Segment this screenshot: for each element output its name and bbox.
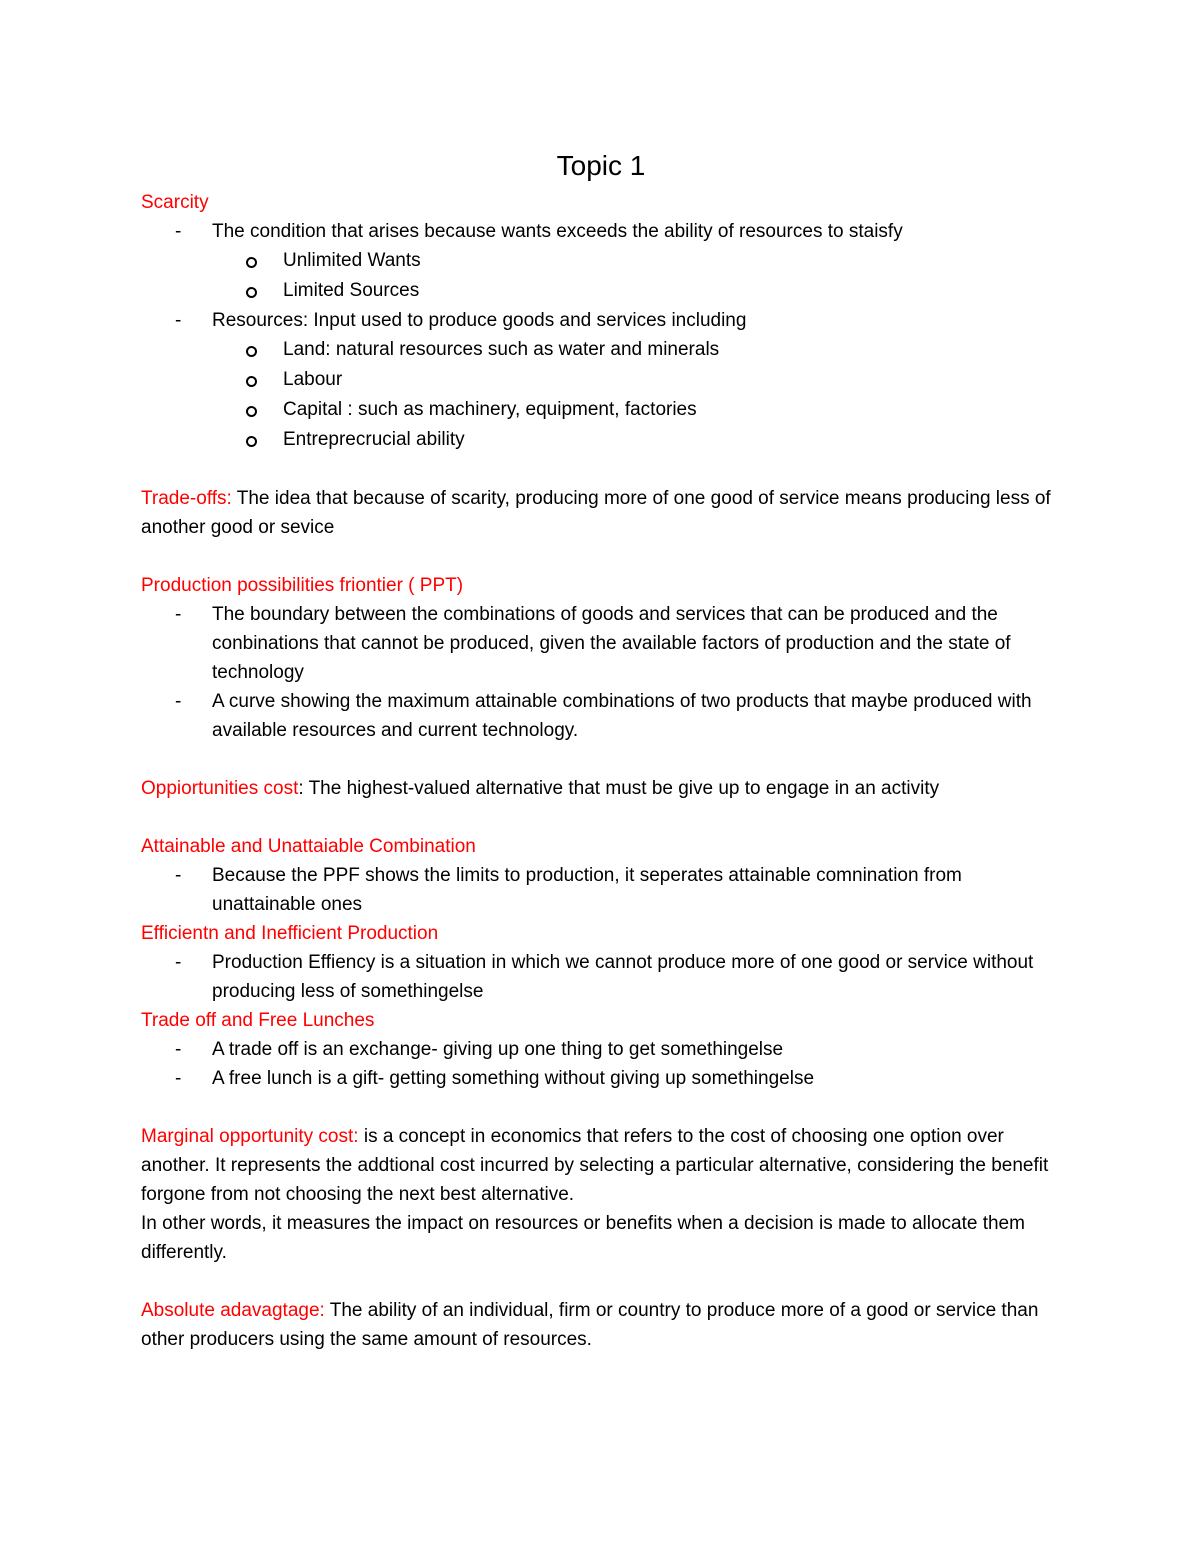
heading-ppf: Production possibilities friontier ( PPT)	[141, 575, 464, 596]
paragraph-marginal-continued: In other words, it measures the impact on resources or benefits when a decision is made to allocate them differently.	[141, 1213, 1025, 1263]
definition-opportunity-cost: : The highest-valued alternative that must be give up to engage in an activity	[298, 778, 940, 799]
term-opportunity-cost: Oppiortunities cost	[141, 778, 299, 799]
circle-bullet-icon	[246, 406, 257, 417]
list-item	[141, 1064, 1061, 1093]
list-item-text: A trade off is an exchange- giving up one thing to get somethingelse	[212, 1039, 784, 1060]
scarcity-sublist-1	[212, 246, 1061, 306]
sub-list-item-text: Labour	[283, 369, 343, 390]
list-item	[141, 861, 1061, 919]
definition-absolute-advantage: The ability of an individual, firm or country to produce more of a good or service than other producers using the same amount of resources.	[141, 1300, 1039, 1350]
paragraph-tradeoffs	[141, 484, 1061, 542]
list-item-text: Production Effiency is a situation in which we cannot produce more of one good or service without producing less of somethingelse	[212, 952, 1034, 1002]
spacer	[141, 1267, 1061, 1296]
spacer	[141, 745, 1061, 774]
sub-list-item	[212, 425, 1061, 455]
list-item	[141, 687, 1061, 745]
sub-list-item-text: Unlimited Wants	[283, 250, 421, 271]
circle-bullet-icon	[246, 257, 257, 268]
sub-list-item-text: Limited Sources	[283, 280, 420, 301]
dash-bullet: -	[175, 952, 182, 973]
dash-bullet: -	[175, 604, 182, 625]
attainable-list	[141, 861, 1061, 919]
efficient-list	[141, 948, 1061, 1006]
dash-bullet: -	[175, 310, 182, 331]
spacer	[141, 1093, 1061, 1122]
dash-bullet: -	[175, 1039, 182, 1060]
circle-bullet-icon	[246, 346, 257, 357]
list-item-text: Because the PPF shows the limits to production, it seperates attainable comnination from unattainable ones	[212, 865, 962, 915]
heading-efficient: Efficientn and Inefficient Production	[141, 923, 439, 944]
sub-list-item	[212, 365, 1061, 395]
list-item	[141, 600, 1061, 687]
spacer	[141, 803, 1061, 832]
sub-list-item-text: Entreprecrucial ability	[283, 429, 465, 450]
circle-bullet-icon	[246, 376, 257, 387]
list-item-text: A curve showing the maximum attainable combinations of two products that maybe produced with available resources and current technology.	[212, 691, 1032, 741]
page-title: Topic 1	[556, 150, 646, 181]
term-tradeoffs: Trade-offs:	[141, 488, 232, 509]
list-item	[141, 217, 1061, 306]
sub-list-item	[212, 246, 1061, 276]
dash-bullet: -	[175, 691, 182, 712]
circle-bullet-icon	[246, 436, 257, 447]
list-item-text: A free lunch is a gift- getting something without giving up somethingelse	[212, 1068, 815, 1089]
dash-bullet: -	[175, 865, 182, 886]
term-marginal-opportunity-cost: Marginal opportunity cost:	[141, 1126, 359, 1147]
dash-bullet: -	[175, 221, 182, 242]
list-item	[141, 1035, 1061, 1064]
list-item-text: The boundary between the combinations of goods and services that can be produced and the conbinations that cannot be produced, given the available factors of production and the state of technology	[212, 604, 1011, 683]
paragraph-opportunity-cost	[141, 774, 1061, 803]
list-item	[141, 948, 1061, 1006]
heading-free-lunches: Trade off and Free Lunches	[141, 1010, 375, 1031]
list-item-text: Resources: Input used to produce goods and services including	[212, 310, 747, 331]
sub-list-item	[212, 335, 1061, 365]
paragraph-marginal-opportunity-cost	[141, 1122, 1061, 1209]
definition-marginal-opportunity-cost: is a concept in economics that refers to the cost of choosing one option over another. It represents the addtional cost incurred by selecting a particular alternative, considering the benefit forgone from not choosing the next best alternative.	[141, 1126, 1049, 1205]
definition-tradeoffs: The idea that because of scarity, producing more of one good of service means producing less of another good or sevice	[141, 488, 1051, 538]
spacer	[141, 455, 1061, 484]
sub-list-item	[212, 395, 1061, 425]
list-item-text: The condition that arises because wants exceeds the ability of resources to staisfy	[212, 221, 903, 242]
term-absolute-advantage: Absolute adavagtage:	[141, 1300, 325, 1321]
sub-list-item	[212, 276, 1061, 306]
ppf-list	[141, 600, 1061, 745]
circle-bullet-icon	[246, 287, 257, 298]
heading-scarcity: Scarcity	[141, 192, 209, 213]
dash-bullet: -	[175, 1068, 182, 1089]
list-item	[141, 306, 1061, 455]
heading-attainable: Attainable and Unattaiable Combination	[141, 836, 476, 857]
sub-list-item-text: Capital : such as machinery, equipment, factories	[283, 399, 697, 420]
scarcity-list	[141, 217, 1061, 455]
paragraph-absolute-advantage	[141, 1296, 1061, 1354]
free-lunches-list	[141, 1035, 1061, 1093]
spacer	[141, 542, 1061, 571]
sub-list-item-text: Land: natural resources such as water and minerals	[283, 339, 720, 360]
scarcity-sublist-2	[212, 335, 1061, 455]
document-page	[141, 148, 1061, 1354]
